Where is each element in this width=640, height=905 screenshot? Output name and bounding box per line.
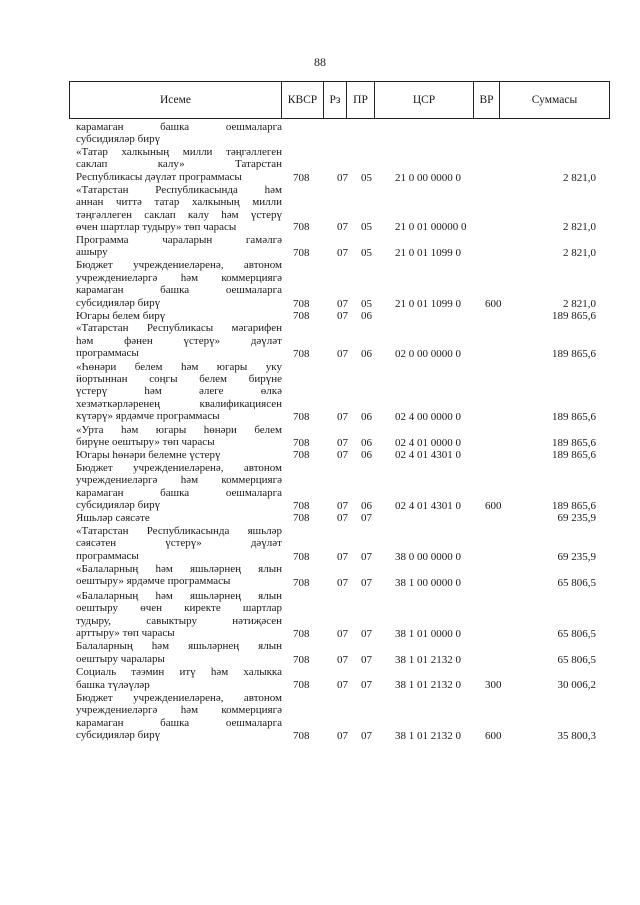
row-name-line: Бюджет учреждениеләренә, автоном <box>76 691 282 704</box>
cell-sum: 189 865,6 <box>552 411 596 424</box>
cell-rz: 07 <box>337 449 348 462</box>
row-name-line: субсидияләр бирү <box>76 729 161 742</box>
row-name <box>76 666 282 691</box>
row-name-line: саклап калу» Татарстан <box>76 158 282 171</box>
row-name <box>76 563 282 588</box>
row-name-line: өчен шартлар тудыру» төп чарасы <box>76 221 237 234</box>
row-name <box>76 322 282 359</box>
cell-csr: 21 0 01 1099 0 <box>395 297 461 310</box>
table-row <box>0 121 640 146</box>
cell-vr: 600 <box>485 297 502 310</box>
row-name-line: карамаган башка оешмаларга <box>76 716 282 729</box>
cell-kvsr: 708 <box>293 679 310 692</box>
row-name <box>76 259 282 309</box>
cell-sum: 189 865,6 <box>552 348 596 361</box>
row-name-line: Бюджет учреждениеләренә, автоном <box>76 259 282 272</box>
table-row <box>0 563 640 590</box>
table-row <box>0 525 640 563</box>
row-name-line: башка түләүләр <box>76 678 150 691</box>
table-row <box>0 424 640 450</box>
cell-csr: 02 0 00 0000 0 <box>395 348 461 361</box>
row-name <box>76 525 282 562</box>
cell-csr: 38 1 01 0000 0 <box>395 627 461 640</box>
row-name-line: Югары һөнәри белемне үстерү <box>76 449 221 462</box>
row-name-line: «Балаларның һәм яшьләрнең ялын <box>76 589 282 602</box>
row-name-line: «Татарстан Республикасында һәм <box>76 183 282 196</box>
row-name-line: «Татар халкының милли тәңгәллеген <box>76 145 282 158</box>
table-row <box>0 449 640 461</box>
cell-sum: 2 821,0 <box>563 297 596 310</box>
header-kvsr: КВСР <box>282 82 324 118</box>
cell-pr: 06 <box>361 309 372 322</box>
cell-kvsr: 708 <box>293 449 310 462</box>
cell-kvsr: 708 <box>293 348 310 361</box>
row-name <box>76 361 282 423</box>
cell-sum: 189 865,6 <box>552 309 596 322</box>
row-name-line: бирүне оештыру» төп чарасы <box>76 435 215 448</box>
row-name-line: аннан читтә татар халкының милли <box>76 196 282 209</box>
cell-rz: 07 <box>337 679 348 692</box>
table-row <box>0 310 640 322</box>
row-name-line: субсидияләр бирү <box>76 296 161 309</box>
table-row <box>0 146 640 184</box>
cell-kvsr: 708 <box>293 653 310 666</box>
cell-pr: 06 <box>361 436 372 449</box>
cell-pr: 07 <box>361 730 372 743</box>
row-name-line: күтәрү» ярдәмче программасы <box>76 410 220 423</box>
cell-rz: 07 <box>337 730 348 743</box>
cell-csr: 21 0 01 00000 0 <box>395 221 467 234</box>
page-number: 88 <box>314 55 326 69</box>
table-row <box>0 322 640 360</box>
cell-pr: 07 <box>361 627 372 640</box>
row-name-line: субсидияләр бирү <box>76 133 161 146</box>
cell-pr: 05 <box>361 297 372 310</box>
cell-vr: 600 <box>485 499 502 512</box>
cell-rz: 07 <box>337 512 348 525</box>
cell-csr: 38 1 01 2132 0 <box>395 730 461 743</box>
cell-pr: 07 <box>361 653 372 666</box>
table-row <box>0 234 640 260</box>
row-name <box>76 424 282 449</box>
row-name-line: учреждениеләргә һәм коммерциягә <box>76 704 282 717</box>
row-name-line: учреждениеләргә һәм коммерциягә <box>76 271 282 284</box>
table-row <box>0 692 640 743</box>
cell-kvsr: 708 <box>293 730 310 743</box>
row-name-line: оештыру» ярдәмче программасы <box>76 575 231 588</box>
cell-csr: 38 0 00 0000 0 <box>395 550 461 563</box>
cell-kvsr: 708 <box>293 309 310 322</box>
cell-rz: 07 <box>337 309 348 322</box>
cell-sum: 2 821,0 <box>563 246 596 259</box>
cell-kvsr: 708 <box>293 436 310 449</box>
cell-vr: 600 <box>485 730 502 743</box>
row-name-line: Яшьләр сәясәте <box>76 512 150 525</box>
row-name-line: «Балаларның һәм яшьләрнең ялын <box>76 562 282 575</box>
cell-csr: 38 1 01 2132 0 <box>395 653 461 666</box>
cell-csr: 38 1 00 0000 0 <box>395 577 461 590</box>
row-name <box>76 512 282 524</box>
cell-sum: 35 800,3 <box>557 730 596 743</box>
row-name-line: сәясәтен үстерү» дәүләт <box>76 537 282 550</box>
row-name <box>76 449 282 461</box>
row-name <box>76 184 282 234</box>
cell-rz: 07 <box>337 653 348 666</box>
table-row <box>0 259 640 310</box>
cell-rz: 07 <box>337 411 348 424</box>
table-row <box>0 184 640 234</box>
cell-sum: 2 821,0 <box>563 171 596 184</box>
row-name-line: «Татарстан Республикасында яшьләр <box>76 524 282 537</box>
row-name-line: Республикасы дәүләт программасы <box>76 170 242 183</box>
cell-pr: 06 <box>361 411 372 424</box>
row-name-line: оештыру чаралары <box>76 652 165 665</box>
cell-rz: 07 <box>337 627 348 640</box>
cell-pr: 07 <box>361 512 372 525</box>
header-sum: Суммасы <box>531 94 578 106</box>
row-name-line: учреждениеләргә һәм коммерциягә <box>76 474 282 487</box>
cell-sum: 65 806,5 <box>557 577 596 590</box>
table-body <box>0 121 640 742</box>
row-name-line: «Һөнәри белем һәм югары уку <box>76 360 282 373</box>
row-name-line: тудыру, савыктыру нәтиҗәсен <box>76 614 282 627</box>
cell-sum: 69 235,9 <box>557 550 596 563</box>
cell-sum: 2 821,0 <box>563 221 596 234</box>
cell-kvsr: 708 <box>293 577 310 590</box>
table-row <box>0 361 640 424</box>
cell-csr: 02 4 01 0000 0 <box>395 436 461 449</box>
cell-csr: 02 4 00 0000 0 <box>395 411 461 424</box>
cell-csr: 21 0 01 1099 0 <box>395 246 461 259</box>
cell-pr: 06 <box>361 348 372 361</box>
cell-rz: 07 <box>337 221 348 234</box>
row-name-line: Социаль тәэмин итү һәм халыкка <box>76 666 282 679</box>
cell-kvsr: 708 <box>293 221 310 234</box>
row-name-line: һәм фәнен үстерү» дәүләт <box>76 334 282 347</box>
cell-rz: 07 <box>337 297 348 310</box>
row-name <box>76 640 282 665</box>
cell-rz: 07 <box>337 550 348 563</box>
cell-csr: 02 4 01 4301 0 <box>395 449 461 462</box>
row-name <box>76 590 282 640</box>
cell-csr: 38 1 01 2132 0 <box>395 679 461 692</box>
header-rz: Рз <box>324 82 347 118</box>
row-name <box>76 234 282 259</box>
row-name <box>76 692 282 742</box>
row-name-line: Балаларның һәм яшьләрнең ялын <box>76 640 282 653</box>
cell-csr: 02 4 01 4301 0 <box>395 499 461 512</box>
header-vr: ВР <box>474 82 500 118</box>
row-name-line: Бюджет учреждениеләренә, автоном <box>76 461 282 474</box>
cell-kvsr: 708 <box>293 550 310 563</box>
cell-sum: 30 006,2 <box>557 679 596 692</box>
cell-pr: 05 <box>361 246 372 259</box>
cell-sum: 189 865,6 <box>552 499 596 512</box>
header-csr: ЦСР <box>375 82 474 118</box>
row-name <box>76 121 282 146</box>
cell-csr: 21 0 00 0000 0 <box>395 171 461 184</box>
row-name-line: субсидияләр бирү <box>76 498 161 511</box>
row-name-line: программасы <box>76 347 139 360</box>
row-name-line: Югары белем бирү <box>76 309 166 322</box>
row-name-line: карамаган башка оешмаларга <box>76 121 282 133</box>
row-name-line: ашыру <box>76 245 108 258</box>
row-name-line: тәңгәллеген саклап калу һәм үстерү <box>76 208 282 221</box>
cell-rz: 07 <box>337 246 348 259</box>
row-name-line: йортыннан соңгы белем бирүне <box>76 372 282 385</box>
header-pr: ПР <box>347 82 375 118</box>
cell-sum: 65 806,5 <box>557 627 596 640</box>
table-row <box>0 590 640 641</box>
cell-vr: 300 <box>485 679 502 692</box>
cell-rz: 07 <box>337 436 348 449</box>
row-name <box>76 462 282 512</box>
row-name-line: карамаган башка оешмаларга <box>76 486 282 499</box>
cell-rz: 07 <box>337 171 348 184</box>
cell-rz: 07 <box>337 348 348 361</box>
cell-sum: 69 235,9 <box>557 512 596 525</box>
cell-sum: 189 865,6 <box>552 436 596 449</box>
row-name-line: Программа чараларын гамәлгә <box>76 233 282 246</box>
cell-rz: 07 <box>337 499 348 512</box>
header-name: Исеме <box>70 82 282 118</box>
cell-kvsr: 708 <box>293 297 310 310</box>
row-name-line: программасы <box>76 549 139 562</box>
row-name <box>76 146 282 183</box>
row-name-line: оештыру өчен киректе шартлар <box>76 602 282 615</box>
cell-pr: 06 <box>361 499 372 512</box>
cell-pr: 05 <box>361 221 372 234</box>
cell-pr: 05 <box>361 171 372 184</box>
cell-sum: 65 806,5 <box>557 653 596 666</box>
cell-kvsr: 708 <box>293 499 310 512</box>
cell-rz: 07 <box>337 577 348 590</box>
row-name-line: үстерү һәм әлеге өлкә <box>76 385 282 398</box>
cell-pr: 07 <box>361 679 372 692</box>
cell-kvsr: 708 <box>293 512 310 525</box>
cell-sum: 189 865,6 <box>552 449 596 462</box>
table-row <box>0 462 640 513</box>
cell-kvsr: 708 <box>293 171 310 184</box>
row-name-line: хезмәткәрләренең квалификациясен <box>76 397 282 410</box>
cell-kvsr: 708 <box>293 627 310 640</box>
table-row <box>0 640 640 666</box>
row-name-line: арттыру» төп чарасы <box>76 626 175 639</box>
row-name-line: «Татарстан Республикасы мәгарифен <box>76 322 282 335</box>
cell-kvsr: 708 <box>293 246 310 259</box>
row-name-line: карамаган башка оешмаларга <box>76 284 282 297</box>
table-row <box>0 666 640 692</box>
cell-pr: 06 <box>361 449 372 462</box>
cell-pr: 07 <box>361 577 372 590</box>
cell-pr: 07 <box>361 550 372 563</box>
row-name-line: «Урта һәм югары һөнәри белем <box>76 423 282 436</box>
table-row <box>0 512 640 524</box>
row-name <box>76 310 282 322</box>
table-header <box>69 81 610 119</box>
cell-kvsr: 708 <box>293 411 310 424</box>
